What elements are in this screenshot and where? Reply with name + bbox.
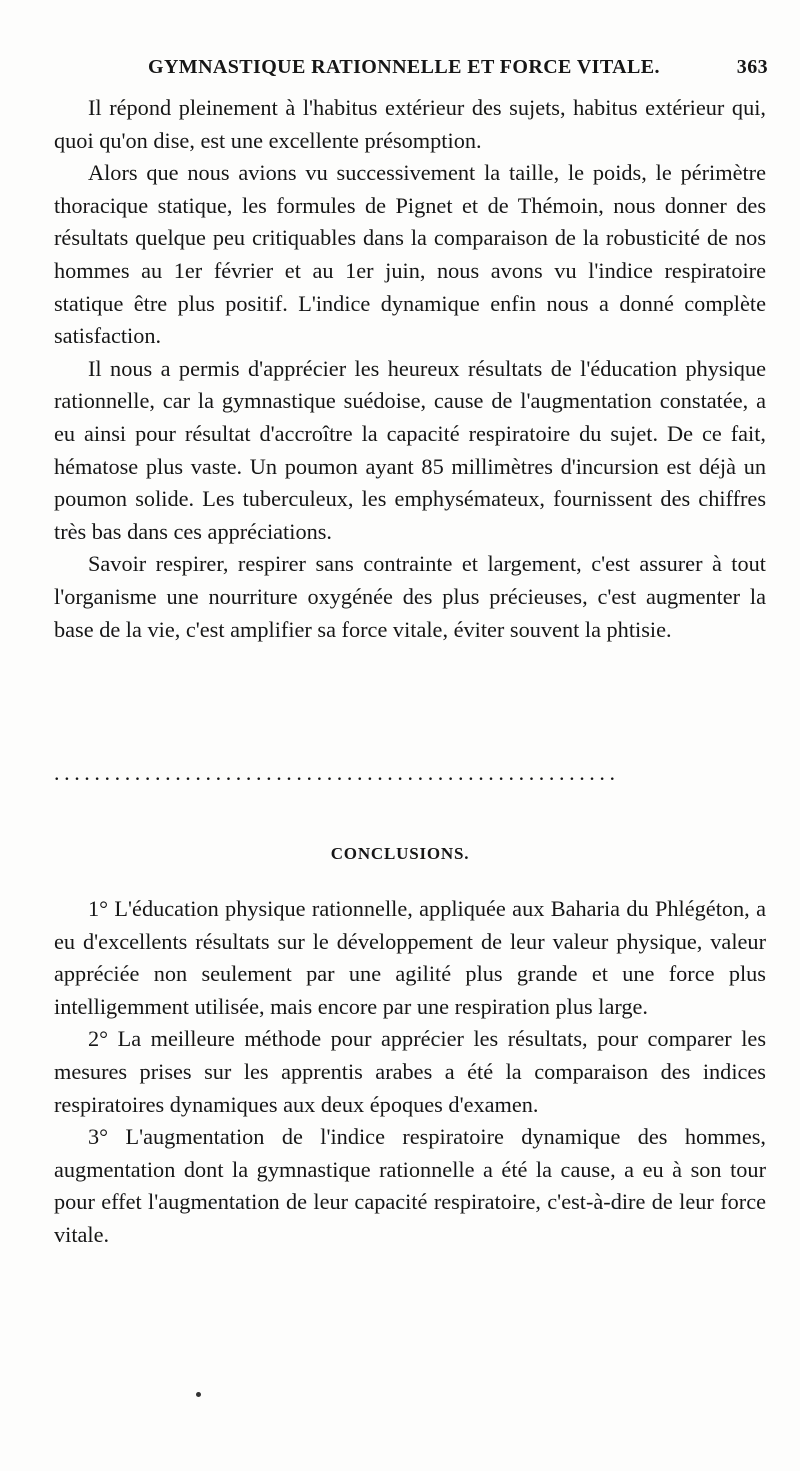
dotted-separator: ........................................................ [54,760,620,785]
conclusions-list [54,893,766,1252]
body-text [54,92,766,646]
conclusion-item: 3° L'augmentation de l'indice respiratoire dynamique des hommes, augmentation dont la gymnastique rationnelle a été la cause, a eu à son tour pour effet l'augmentation de leur capacité respiratoire, c'est-à-dire de leur force vitale. [54,1124,766,1247]
running-header [148,56,768,84]
print-speck [196,1392,201,1397]
paragraph: Savoir respirer, respirer sans contrainte et largement, c'est assurer à tout l'organisme une nourriture oxygénée des plus précieuses, c'est augmenter la base de la vie, c'est amplifier sa force vitale, éviter souvent la phtisie. [54,551,766,642]
running-header-title: GYMNASTIQUE RATIONNELLE ET FORCE VITALE. [148,56,660,78]
conclusion-item: 1° L'éducation physique rationnelle, appliquée aux Baharia du Phlégéton, a eu d'excellents résultats sur le développement de leur valeur physique, valeur appréciée non seulement par une agilité plus grande et une force plus intelligemment utilisée, mais encore par une respiration plus large. [54,896,766,1019]
section-title-conclusions: CONCLUSIONS. [330,844,470,863]
conclusion-item: 2° La meilleure méthode pour apprécier les résultats, pour comparer les mesures prises sur les apprentis arabes a été la comparaison des indices respiratoires dynamiques aux deux époques d'examen. [54,1026,766,1117]
page-number: 363 [736,56,768,78]
paragraph: Alors que nous avions vu successivement la taille, le poids, le périmètre thoracique statique, les formules de Pignet et de Thémoin, nous donner des résultats quelque peu critiquables dans la comparaison de la robusticité de nos hommes au 1er février et au 1er juin, nous avons vu l'indice respiratoire statique être plus positif. L'indice dynamique enfin nous a donné complète satisfaction. [54,160,766,349]
paragraph: Il répond pleinement à l'habitus extérieur des sujets, habitus extérieur qui, quoi qu'on dise, est une excellente présomption. [54,95,766,153]
paragraph: Il nous a permis d'apprécier les heureux résultats de l'éducation physique rationnelle, car la gymnastique suédoise, cause de l'augmentation constatée, a eu ainsi pour résultat d'accroître la capacité respiratoire du sujet. De ce fait, hématose plus vaste. Un poumon ayant 85 millimètres d'incursion est déjà un poumon solide. Les tuberculeux, les emphysémateux, fournissent des chiffres très bas dans ces appréciations. [54,355,766,544]
